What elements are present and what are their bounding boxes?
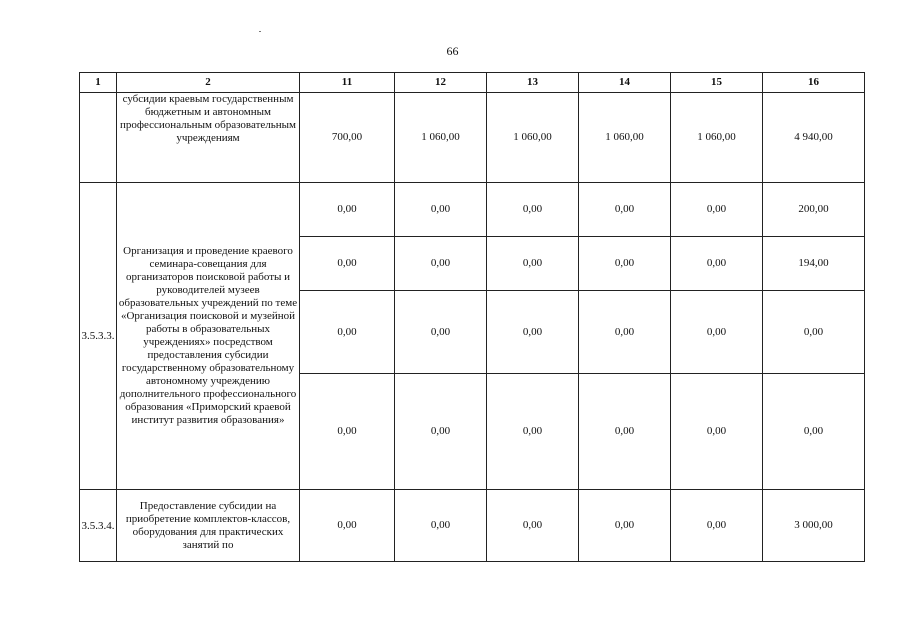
row-description: Предоставление субсидии на приобретение комплектов-классов, оборудования для практических занятий по (117, 490, 300, 562)
value-cell: 0,00 (395, 490, 487, 562)
value-cell: 4 940,00 (763, 93, 865, 183)
scan-speck (259, 31, 261, 32)
header-col-13: 13 (487, 73, 579, 93)
row-code: 3.5.3.4. (80, 490, 117, 562)
value-cell: 0,00 (300, 183, 395, 237)
value-cell: 0,00 (763, 291, 865, 374)
value-cell: 0,00 (671, 291, 763, 374)
budget-table (79, 72, 865, 562)
header-col-11: 11 (300, 73, 395, 93)
value-cell: 0,00 (671, 183, 763, 237)
row-code (80, 93, 117, 183)
value-cell: 194,00 (763, 237, 865, 291)
value-cell: 0,00 (579, 291, 671, 374)
table-row (80, 93, 865, 183)
value-cell: 0,00 (487, 490, 579, 562)
value-cell: 0,00 (300, 237, 395, 291)
header-col-12: 12 (395, 73, 487, 93)
row-description: субсидии краевым государственным бюджетным и автономным профессиональным образовательным учреждениям (117, 93, 300, 183)
value-cell: 0,00 (671, 237, 763, 291)
value-cell: 0,00 (671, 374, 763, 490)
row-code: 3.5.3.3. (80, 183, 117, 490)
header-col-15: 15 (671, 73, 763, 93)
value-cell: 0,00 (395, 183, 487, 237)
header-col-14: 14 (579, 73, 671, 93)
value-cell: 0,00 (579, 237, 671, 291)
value-cell: 0,00 (300, 291, 395, 374)
value-cell: 0,00 (487, 291, 579, 374)
table-row (80, 183, 865, 237)
value-cell: 0,00 (579, 490, 671, 562)
value-cell: 0,00 (395, 374, 487, 490)
value-cell: 0,00 (395, 291, 487, 374)
value-cell: 0,00 (763, 374, 865, 490)
header-row (80, 73, 865, 93)
page-number: 66 (446, 44, 459, 58)
header-col-16: 16 (763, 73, 865, 93)
value-cell: 0,00 (487, 374, 579, 490)
row-description: Организация и проведение краевого семинара-совещания для организаторов поисковой работы и руководителей музеев образовательных учреждений по теме «Организация поисковой и музейной работы в образовательных учреждениях» посредством предоставления субсидии государственному образовательному автономному учреждению дополнительного профессионального образования «Приморский краевой институт развития образования» (117, 183, 300, 490)
value-cell: 0,00 (487, 183, 579, 237)
header-col-1: 1 (80, 73, 117, 93)
value-cell: 1 060,00 (395, 93, 487, 183)
value-cell: 0,00 (579, 183, 671, 237)
value-cell: 1 060,00 (671, 93, 763, 183)
value-cell: 1 060,00 (579, 93, 671, 183)
value-cell: 0,00 (395, 237, 487, 291)
value-cell: 1 060,00 (487, 93, 579, 183)
value-cell: 0,00 (487, 237, 579, 291)
value-cell: 0,00 (300, 374, 395, 490)
table-row (80, 490, 865, 562)
value-cell: 3 000,00 (763, 490, 865, 562)
value-cell: 0,00 (671, 490, 763, 562)
value-cell: 0,00 (579, 374, 671, 490)
value-cell: 700,00 (300, 93, 395, 183)
header-col-2: 2 (117, 73, 300, 93)
value-cell: 200,00 (763, 183, 865, 237)
value-cell: 0,00 (300, 490, 395, 562)
